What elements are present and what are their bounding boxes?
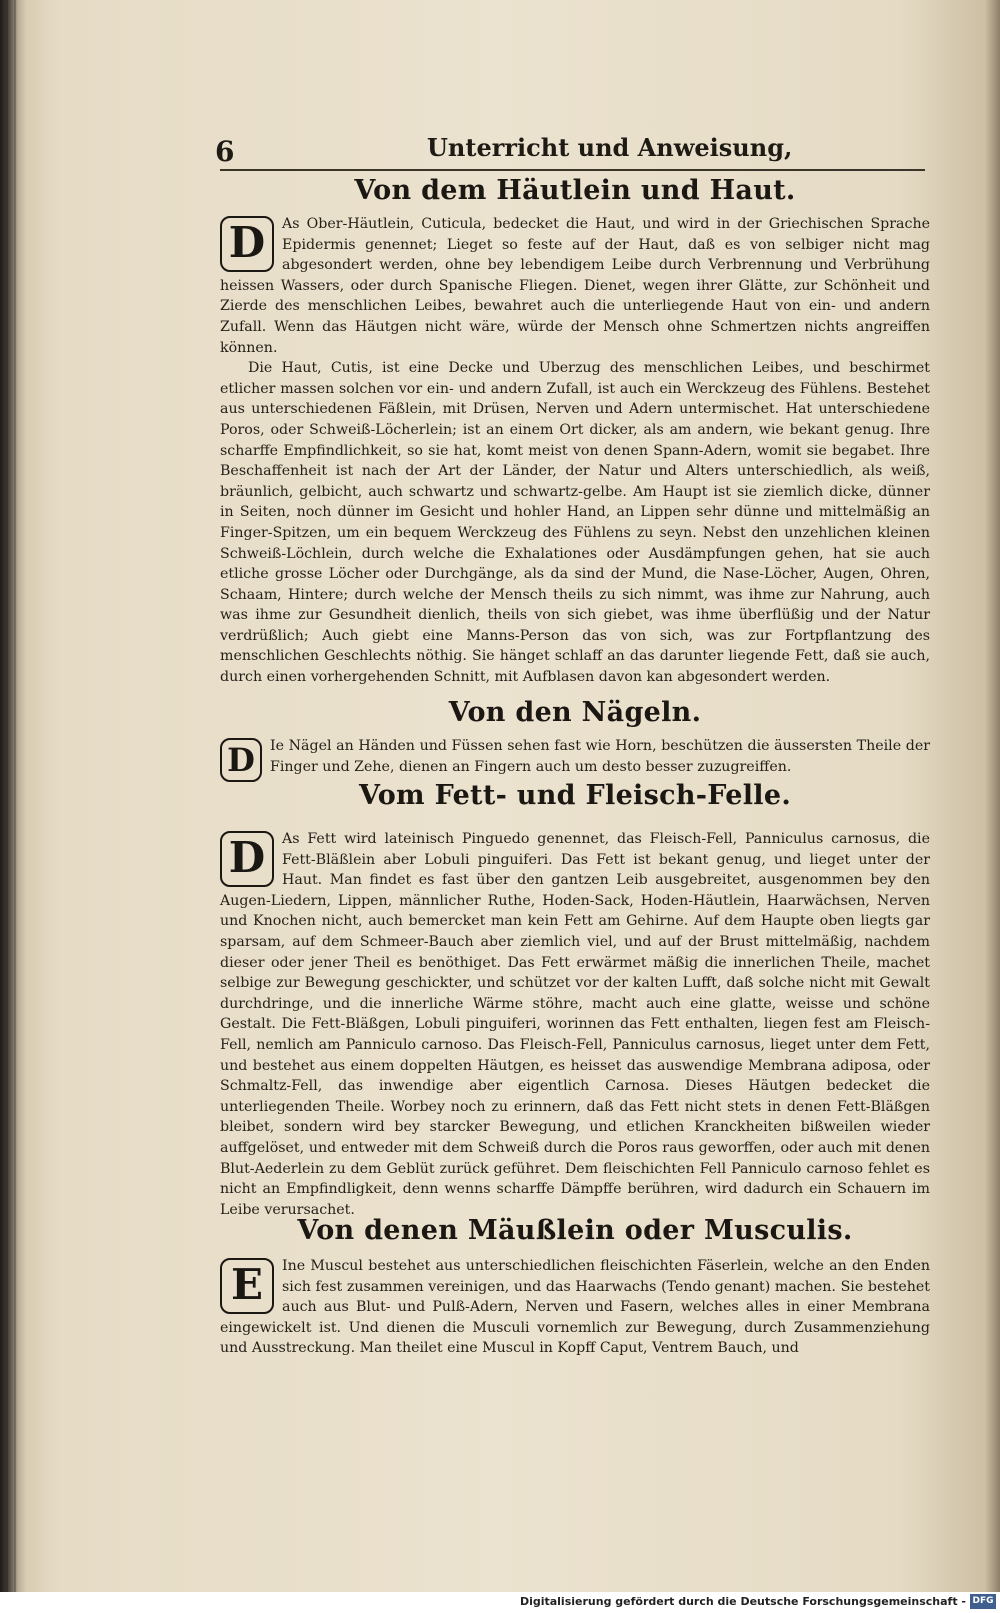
- dfg-logo-icon: DFG: [970, 1594, 996, 1609]
- page-number: 6: [215, 135, 235, 168]
- paragraph: As Fett wird lateinisch Pinguedo genennet, das Fleisch-Fell, Panniculus carnosus, die Fett-Bläßlein aber Lobuli pinguiferi. Das Fett ist bekant genug, und lieget unter der Haut. Man findet es fast über den gantzen Leib ausgebreitet, ausgenommen bey den Augen-Liedern, Lippen, männlicher Ruthe, Hoden-Sack, Hoden-Häutlein, Haarwächsen, Nerven und Knochen nicht, auch bemercket man kein Fett am Gehirne. Auf dem Haupte oben liegts gar sparsam, auf dem Schmeer-Bauch aber ziemlich viel, und auf der Brust mittelmäßig, nachdem dieser oder jener Theil es benöthiget. Das Fett erwärmet mäßig die innerlichen Theile, machet selbige zur Bewegung geschickter, und schützet vor der kalten Lufft, daß solche nicht mit Gewalt durchdringe, und die innerliche Wärme stöhre, macht auch eine glatte, weisse und schöne Gestalt. Die Fett-Bläßgen, Lobuli pinguiferi, worinnen das Fett enthalten, liegen fest am Fleisch-Fell, nemlich am Panniculo carnoso. Das Fleisch-Fell, Panniculus carnosus, lieget unter dem Fett, und bestehet aus einem doppelten Häutgen, es heisset das auswendige Membrana adiposa, oder Schmaltz-Fell, das inwendige aber eigentlich Carnosa. Dieses Häutgen bedecket die unterliegenden Theile. Worbey noch zu erinnern, daß das Fett nicht stets in denen Fett-Bläßgen bleibet, sondern wird bey starcker Bewegung, und etlichen Kranckheiten bißweilen wieder auffgelöset, und entweder mit dem Schweiß durch die Poros raus geworffen, oder auch mit denen Blut-Aederlein zu dem Geblüt zurück geführet. Dem fleischichten Fell Panniculo carnoso fehlet es nicht an Empfindligkeit, denn wenns scharffe Dämpffe berühren, wird dadurch ein Schauern im Leibe verursachet.: [220, 831, 930, 1218]
- paragraph: Ie Nägel an Händen und Füssen sehen fast wie Horn, beschützen die äussersten Theile der Finger und Zehe, dienen an Fingern auch um desto besser zuzugreiffen.: [270, 738, 930, 775]
- paragraph: Ine Muscul bestehet aus unterschiedlichen fleischichten Fäserlein, welche an den Enden sich fest zusammen vereinigen, und das Haarwachs (Tendo genant) machen. Sie bestehet auch aus Blut- und Pulß-Adern, Nerven und Fasern, welches alles in einer Membrana eingewickelt ist. Und dienen die Musculi vornemlich zur Bewegung, durch Zusammenziehung und Ausstreckung. Man theilet eine Muscul in Kopff Caput, Ventrem Bauch, und: [220, 1258, 930, 1357]
- section-fat: [220, 780, 930, 1220]
- paragraph: Die Haut, Cutis, ist eine Decke und Uberzug des menschlichen Leibes, und beschirmet etlicher massen solchen vor ein- und andern Zufall, ist auch ein Werckzeug des Fühlens. Bestehet aus unterschiedenen Fäßlein, mit Drüsen, Nerven und Adern untermischet. Hat unterschiedene Poros, oder Schweiß-Löcherlein; ist an einem Ort dicker, als am andern, wie bekant genug. Ihre scharffe Empfindlichkeit, so sie hat, komt meist von denen Spann-Adern, womit sie begabet. Ihre Beschaffenheit ist nach der Art der Länder, der Natur und Alters unterschiedlich, als weiß, bräunlich, gelbicht, auch schwartz und schwartz-gelbe. Am Haupt ist sie ziemlich dicke, dünner in Seiten, noch dünner im Gesicht und hohler Hand, an Lippen sehr dünne und mittelmäßig an Finger-Spitzen, um ein bequem Werckzeug des Fühlens zu seyn. Nebst den unzehlichen kleinen Schweiß-Löchlein, durch welche die Exhalationes oder Ausdämpfungen gehen, hat sie auch etliche grosse Löcher oder Durchgänge, als da sind der Mund, die Nase-Löcher, Augen, Ohren, Schaam, Hintere; durch welche der Mensch theils zu sich nimmt, was ihme zur Nahrung, auch was ihme zur Gesundheit dienlich, theils von sich giebet, was ihme überflüßig und der Natur verdrüßlich; Auch giebt eine Manns-Person das von sich, was zur Fortpflantzung des menschlichen Geschlechts nöthig. Sie hänget schlaff an das darunter liegende Fett, daß sie auch, durch einen vorhergehenden Schnitt, mit Aufblasen davon kan abgesondert werden.: [220, 360, 930, 686]
- binding-edge-inner: [14, 0, 16, 1592]
- drop-capital: D: [220, 831, 274, 887]
- digitization-footer: [0, 1592, 1000, 1613]
- section-heading: Von dem Häutlein und Haut.: [354, 175, 796, 206]
- section-heading: Von denen Mäußlein oder Musculis.: [297, 1215, 853, 1246]
- section-heading: Vom Fett- und Fleisch-Felle.: [358, 780, 792, 811]
- header-rule: [220, 169, 925, 171]
- footer-credit: Digitalisierung gefördert durch die Deutsche Forschungsgemeinschaft -: [519, 1595, 966, 1608]
- drop-capital: D: [220, 216, 274, 272]
- binding-edge: [6, 0, 8, 1592]
- book-page: [205, 115, 940, 1405]
- paragraph: As Ober-Häutlein, Cuticula, bedecket die Haut, und wird in der Griechischen Sprache Epidermis genennet; Lieget so feste auf der Haut, daß es von selbiger nicht mag abgesondert werden, ohne bey lebendigem Leibe durch Verbrennung und Verbrühung heissen Wassers, oder durch Spanische Fliegen. Dienet, wegen ihrer Glätte, zur Schönheit und Zierde des menschlichen Leibes, bewahret auch die unterliegende Haut von ein- und andern Zufall. Wenn das Häutgen nicht wäre, würde der Mensch ohne Schmertzen nichts angreiffen können.: [220, 216, 930, 356]
- section-heading: Von den Nägeln.: [448, 697, 702, 728]
- section-nails: [220, 697, 930, 782]
- drop-capital: D: [220, 738, 262, 782]
- running-header: [205, 123, 940, 168]
- section-muscles: [220, 1215, 930, 1359]
- drop-capital: E: [220, 1258, 274, 1314]
- section-skin: [220, 175, 930, 688]
- running-title: Unterricht und Anweisung,: [427, 133, 793, 162]
